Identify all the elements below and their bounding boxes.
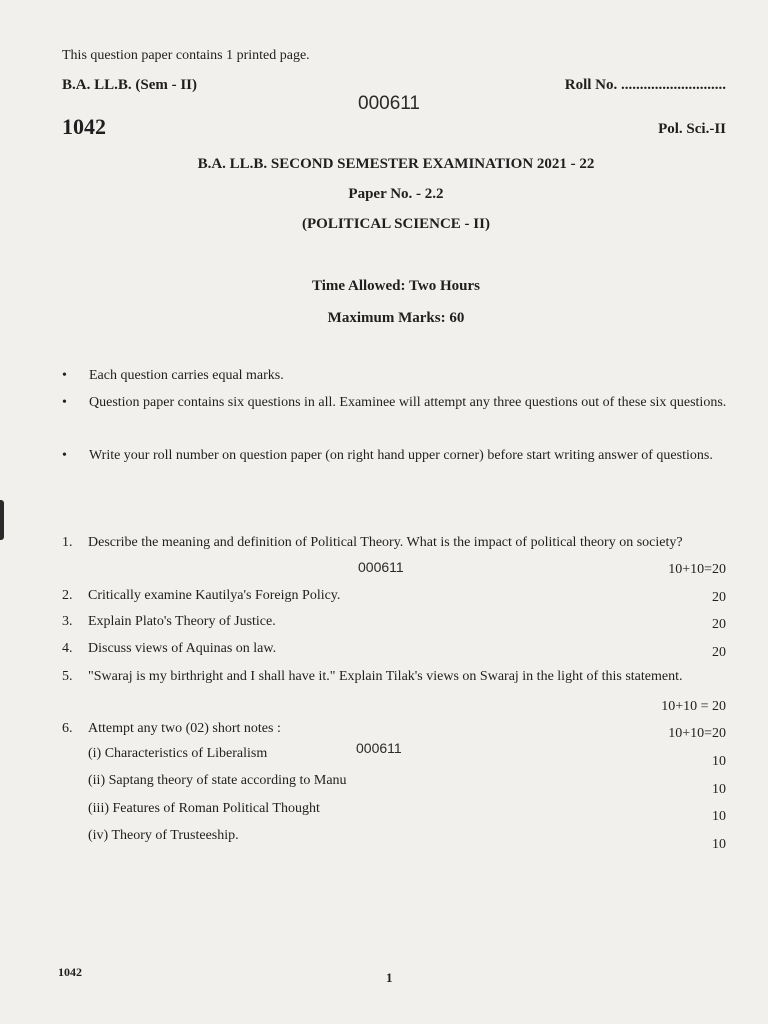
footer-paper-code: 1042: [58, 965, 82, 979]
question-number: 3.: [62, 614, 73, 629]
question-3: [62, 609, 728, 635]
serial-stamp: 000611: [358, 93, 420, 114]
short-note-marks: 10: [712, 754, 726, 769]
question-number: 1.: [62, 535, 73, 550]
question-6: [62, 716, 728, 742]
question-number: 2.: [62, 588, 73, 603]
paper-name: (POLITICAL SCIENCE - II): [302, 216, 490, 232]
question-text: Attempt any two (02) short notes :: [88, 721, 281, 736]
question-text: Explain Plato's Theory of Justice.: [88, 614, 276, 629]
question-1: [62, 530, 728, 556]
question-marks: 10+10=20: [668, 726, 726, 741]
paper-number: Paper No. - 2.2: [348, 186, 444, 202]
short-note-item: (i) Characteristics of Liberalism: [88, 746, 268, 761]
paper-code: 1042: [62, 114, 106, 139]
question-marks: 10+10 = 20: [661, 699, 726, 714]
instruction-text: Question paper contains six questions in all. Examinee will attempt any three questions out of these six questions.: [89, 395, 727, 410]
question-text: Discuss views of Aquinas on law.: [88, 641, 277, 656]
instruction-item: [62, 390, 728, 416]
question-marks: 20: [712, 590, 726, 605]
instruction-item: [62, 443, 728, 469]
question-text: Describe the meaning and definition of Political Theory. What is the impact of political theory on society?: [88, 535, 683, 550]
instruction-item: [62, 363, 728, 389]
printed-page-notice: This question paper contains 1 printed page.: [62, 48, 310, 63]
instruction-text: Each question carries equal marks.: [89, 368, 284, 383]
short-note-marks: 10: [712, 782, 726, 797]
question-4: [62, 636, 728, 662]
question-2: [62, 583, 728, 609]
roll-number-field: Roll No. ............................: [564, 77, 726, 93]
scan-edge-mark: [0, 500, 4, 540]
question-number: 4.: [62, 641, 73, 656]
time-allowed: Time Allowed: Two Hours: [312, 278, 480, 294]
serial-stamp-q1: 000611: [358, 559, 404, 575]
question-text: Critically examine Kautilya's Foreign Policy.: [88, 588, 341, 603]
short-note-item: (ii) Saptang theory of state according to Manu: [88, 773, 347, 788]
question-number: 6.: [62, 721, 73, 736]
question-marks: 10+10=20: [668, 562, 726, 577]
exam-title: B.A. LL.B. SECOND SEMESTER EXAMINATION 2021 - 22: [197, 156, 595, 172]
page-number: 1: [386, 970, 393, 985]
subject-code: Pol. Sci.-II: [658, 121, 726, 137]
question-marks: 20: [712, 617, 726, 632]
maximum-marks: Maximum Marks: 60: [327, 310, 465, 326]
bullet-icon: •: [62, 448, 67, 463]
question-5: [62, 664, 732, 690]
question-number: 5.: [62, 669, 73, 684]
short-note-item: (iii) Features of Roman Political Thought: [88, 801, 320, 816]
bullet-icon: •: [62, 368, 67, 383]
question-marks: 20: [712, 645, 726, 660]
bullet-icon: •: [62, 395, 67, 410]
short-note-marks: 10: [712, 837, 726, 852]
serial-stamp-q6: 000611: [356, 740, 402, 756]
question-text: "Swaraj is my birthright and I shall have it." Explain Tilak's views on Swaraj in the light of this statement.: [88, 669, 683, 684]
instruction-text: Write your roll number on question paper (on right hand upper corner) before start writing answer of questions.: [89, 448, 713, 463]
course-name: B.A. LL.B. (Sem - II): [62, 77, 198, 93]
short-note-item: (iv) Theory of Trusteeship.: [88, 828, 239, 843]
short-note-marks: 10: [712, 809, 726, 824]
